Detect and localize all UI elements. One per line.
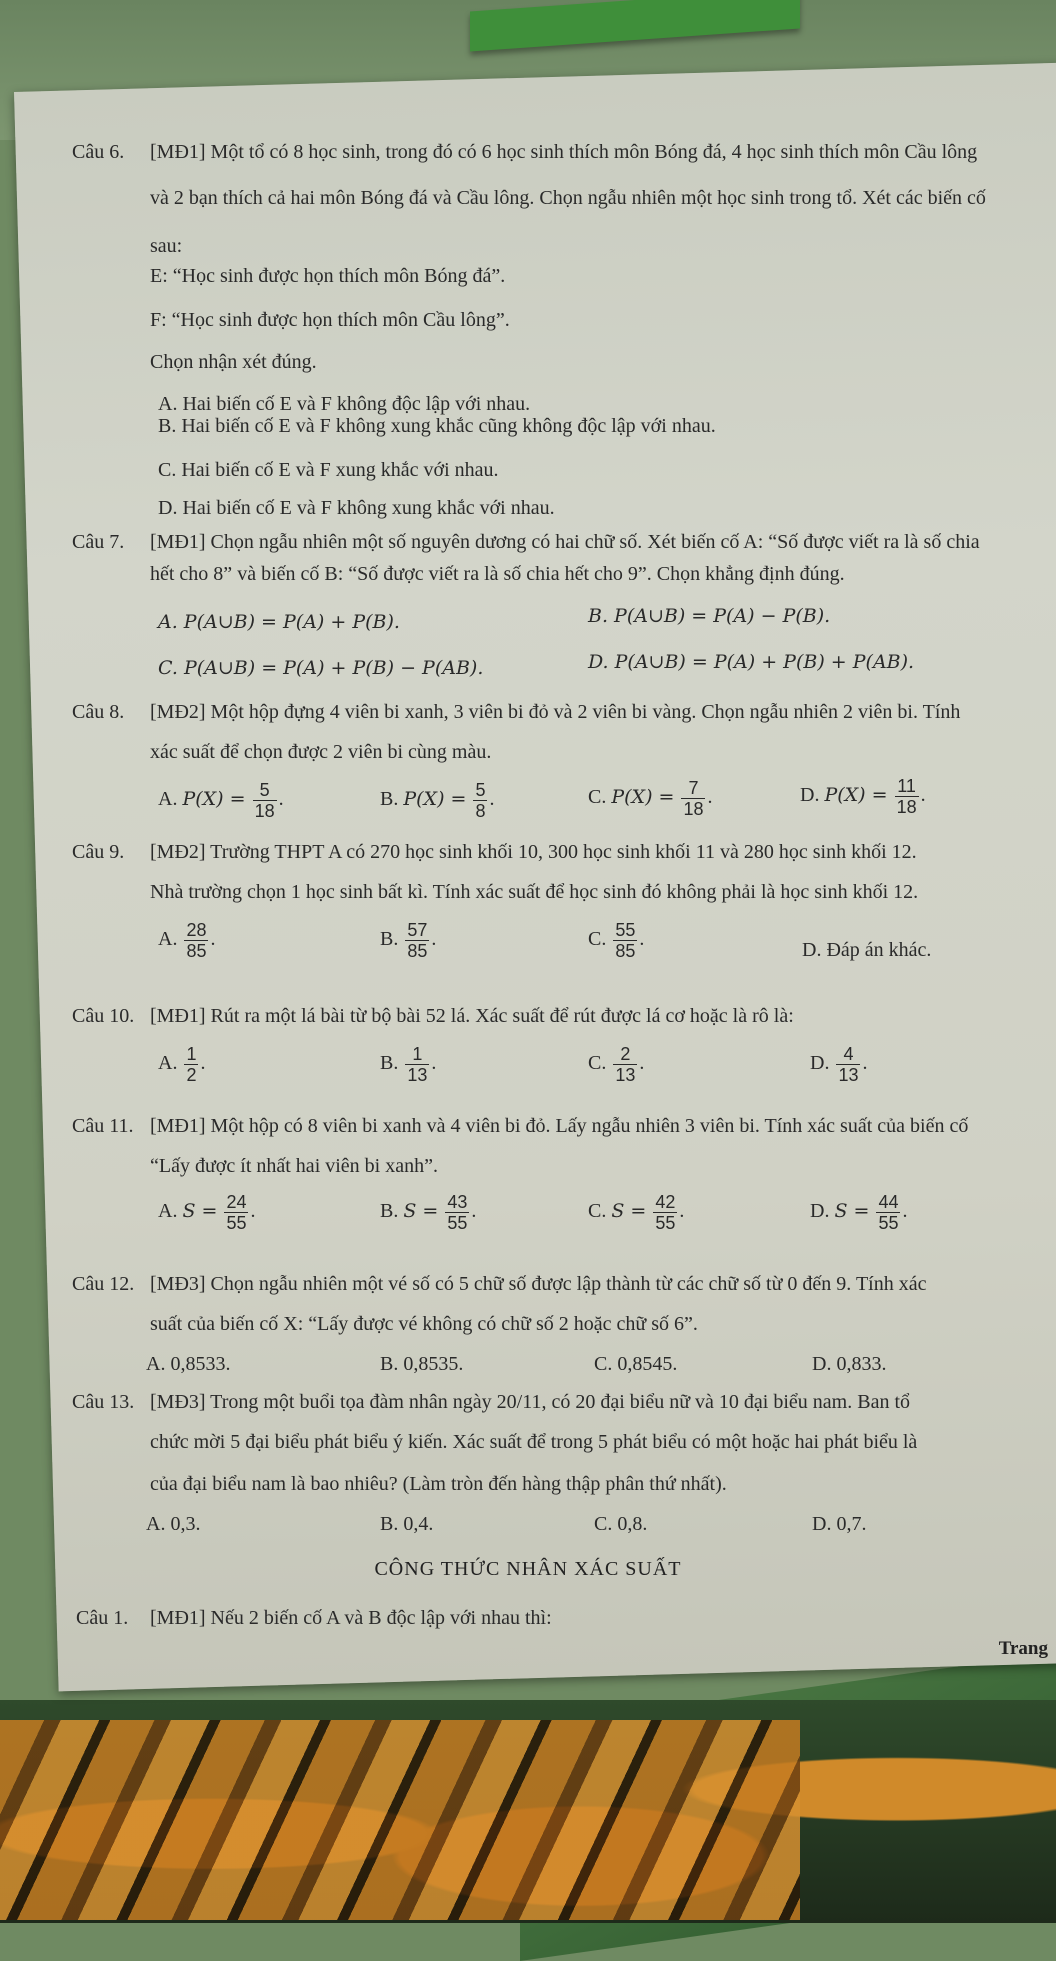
q11-d-fraction (876, 1192, 900, 1233)
q13-option-d: D. 0,7. (812, 1513, 867, 1535)
q9-line1: [MĐ2] Trường THPT A có 270 học sinh khối 10, 300 học sinh khối 11 và 280 học sinh khối 12. (150, 841, 917, 863)
q7-option-b: B. P(A∪B) = P(A) − P(B). (588, 605, 831, 627)
q8-d-fraction (895, 776, 919, 817)
q11-a-num: 24 (226, 1192, 247, 1212)
q11-number: Câu 11. (72, 1115, 134, 1137)
q9-c-fraction (613, 920, 637, 961)
q8-line2: xác suất để chọn được 2 viên bi cùng màu. (150, 741, 492, 763)
q6-line4: E: “Học sinh được họn thích môn Bóng đá”. (150, 265, 506, 287)
q10-option-b: B. $\frac{1}{13}$ . (380, 1044, 437, 1085)
q8-c-den: 18 (683, 799, 704, 819)
q8-line1: [MĐ2] Một hộp đựng 4 viên bi xanh, 3 viên bi đỏ và 2 viên bi vàng. Chọn ngẫu nhiên 2 viên bi. Tính (150, 701, 961, 723)
q10-line1: [MĐ1] Rút ra một lá bài từ bộ bài 52 lá. Xác suất để rút được lá cơ hoặc là rô là: (150, 1005, 794, 1027)
q12-line1: [MĐ3] Chọn ngẫu nhiên một vé số có 5 chữ số được lập thành từ các chữ số từ 0 đến 9. Tính xác (150, 1273, 927, 1295)
q8-b-fraction (473, 780, 487, 821)
q12-option-a: A. 0,8533. (146, 1353, 231, 1375)
q7-line2: hết cho 8” và biến cố B: “Số được viết ra là số chia hết cho 9”. Chọn khẳng định đúng. (150, 563, 845, 585)
q10-b-fraction (405, 1044, 429, 1085)
q7-option-a: A. P(A∪B) = P(A) + P(B). (158, 611, 400, 633)
q11-option-a: A. S = $\frac{24}{55}$ . (158, 1192, 256, 1233)
q10-a-label: A. (158, 1052, 178, 1075)
q9-a-num: 28 (186, 920, 207, 940)
q11-option-d: D. S = $\frac{44}{55}$ . (810, 1192, 908, 1233)
q8-d-expr: P(X) = (824, 784, 888, 807)
q11-d-num: 44 (878, 1192, 899, 1212)
q11-b-fraction (445, 1192, 469, 1233)
q10-c-den: 13 (615, 1065, 636, 1085)
q6-line1: [MĐ1] Một tổ có 8 học sinh, trong đó có 6 học sinh thích môn Bóng đá, 4 học sinh thích môn Cầu lông (150, 141, 978, 163)
q8-b-num: 5 (475, 780, 486, 800)
q6-line6: Chọn nhận xét đúng. (150, 351, 317, 373)
q8-a-fraction (253, 780, 277, 821)
q11-b-expr: S = (403, 1200, 439, 1223)
q13-option-c: C. 0,8. (594, 1513, 648, 1535)
q6-number: Câu 6. (72, 141, 125, 163)
q12-option-b: B. 0,8535. (380, 1353, 464, 1375)
q10-a-num: 1 (186, 1044, 197, 1064)
q10-c-label: C. (588, 1052, 607, 1075)
q10-b-den: 13 (407, 1065, 428, 1085)
q11-b-label: B. (380, 1200, 399, 1223)
q8-d-den: 18 (896, 797, 917, 817)
q9-number: Câu 9. (72, 841, 125, 863)
q10-d-num: 4 (836, 1044, 860, 1065)
q6-option-c: C. Hai biến cố E và F xung khắc với nhau. (158, 459, 499, 481)
q8-b-expr: P(X) = (403, 788, 467, 811)
q8-number: Câu 8. (72, 701, 125, 723)
q11-d-expr: S = (834, 1200, 870, 1223)
q9-b-label: B. (380, 928, 399, 951)
q13-option-b: B. 0,4. (380, 1513, 434, 1535)
q11-c-fraction (653, 1192, 677, 1233)
q8-a-num: 5 (253, 780, 277, 801)
q11-line1: [MĐ1] Một hộp có 8 viên bi xanh và 4 viên bi đỏ. Lấy ngẫu nhiên 3 viên bi. Tính xác suất của biến cố (150, 1115, 969, 1137)
q8-a-label: A. (158, 788, 178, 811)
q8-a-den: 18 (254, 801, 275, 821)
q8-c-label: C. (588, 786, 607, 809)
q9-c-den: 85 (615, 941, 636, 961)
q11-b-den: 55 (447, 1213, 468, 1233)
q13-line1: [MĐ3] Trong một buổi tọa đàm nhân ngày 20/11, có 20 đại biểu nữ và 10 đại biểu nam. Ban tổ (150, 1391, 910, 1413)
q8-b-den: 8 (475, 801, 486, 821)
q11-d-label: D. (810, 1200, 830, 1223)
q9-b-den: 85 (407, 941, 428, 961)
q10-option-a: A. $\frac{1}{2}$ . (158, 1044, 206, 1085)
q11-line2: “Lấy được ít nhất hai viên bi xanh”. (150, 1155, 438, 1177)
q9-a-label: A. (158, 928, 178, 951)
q13-line3: của đại biểu nam là bao nhiêu? (Làm tròn đến hàng thập phân thứ nhất). (150, 1473, 727, 1495)
q8-option-a: A. P(X) = $\frac{5}{18}$ . (158, 780, 284, 821)
q12-option-d: D. 0,833. (812, 1353, 887, 1375)
q7-number: Câu 7. (72, 531, 125, 553)
q11-c-num: 42 (655, 1192, 676, 1212)
page-footer-label: Trang (998, 1638, 1048, 1659)
q9-option-c: C. $\frac{55}{85}$ . (588, 920, 645, 961)
q13-line2: chức mời 5 đại biểu phát biểu ý kiến. Xác suất để trong 5 phát biểu có một hoặc hai phát biểu là (150, 1431, 918, 1453)
q10-option-d: D. $\frac{4}{13}$ . (810, 1044, 868, 1085)
q11-c-den: 55 (655, 1213, 676, 1233)
q8-c-fraction (681, 778, 705, 819)
q9-c-num: 55 (615, 920, 636, 940)
q8-option-d: D. P(X) = $\frac{11}{18}$ . (800, 776, 926, 817)
q7-line1: [MĐ1] Chọn ngẫu nhiên một số nguyên dương có hai chữ số. Xét biến cố A: “Số được viết ra là số chia (150, 531, 980, 553)
q12-number: Câu 12. (72, 1273, 135, 1295)
q12-option-c: C. 0,8545. (594, 1353, 678, 1375)
q8-d-num: 11 (895, 776, 919, 797)
q11-a-expr: S = (182, 1200, 218, 1223)
q10-b-label: B. (380, 1052, 399, 1075)
q10-b-num: 1 (405, 1044, 429, 1065)
q11-b-num: 43 (447, 1192, 468, 1212)
q6-option-a: A. Hai biến cố E và F không độc lập với nhau. (158, 393, 531, 415)
q11-a-den: 55 (226, 1213, 247, 1233)
q11-a-label: A. (158, 1200, 178, 1223)
q12-line2: suất của biến cố X: “Lấy được vé không có chữ số 2 hoặc chữ số 6”. (150, 1313, 698, 1335)
s1-line1: [MĐ1] Nếu 2 biến cố A và B độc lập với nhau thì: (150, 1607, 552, 1629)
q9-option-a: A. $\frac{28}{85}$ . (158, 920, 216, 961)
q10-a-fraction (184, 1044, 198, 1085)
q6-line3: sau: (150, 235, 183, 257)
q6-option-b: B. Hai biến cố E và F không xung khắc cũng không độc lập với nhau. (158, 415, 716, 437)
q9-line2: Nhà trường chọn 1 học sinh bất kì. Tính xác suất để học sinh đó không phải là học sinh khối 12. (150, 881, 919, 903)
q13-option-a: A. 0,3. (146, 1513, 201, 1535)
q13-number: Câu 13. (72, 1391, 135, 1413)
s1-number: Câu 1. (76, 1607, 129, 1629)
q11-option-c: C. S = $\frac{42}{55}$ . (588, 1192, 685, 1233)
q7-option-c: C. P(A∪B) = P(A) + P(B) − P(AB). (158, 657, 484, 679)
q8-option-c: C. P(X) = $\frac{7}{18}$ . (588, 778, 713, 819)
q8-c-expr: P(X) = (611, 786, 675, 809)
q10-d-den: 13 (838, 1065, 859, 1085)
q10-d-label: D. (810, 1052, 830, 1075)
q11-option-b: B. S = $\frac{43}{55}$ . (380, 1192, 477, 1233)
q6-option-d: D. Hai biến cố E và F không xung khắc với nhau. (158, 497, 555, 519)
q8-c-num: 7 (681, 778, 705, 799)
q8-a-expr: P(X) = (182, 788, 246, 811)
q9-option-d: D. Đáp án khác. (802, 939, 932, 961)
q8-d-label: D. (800, 784, 820, 807)
q9-c-label: C. (588, 928, 607, 951)
q11-a-fraction (224, 1192, 248, 1233)
q9-b-num: 57 (407, 920, 428, 940)
q10-option-c: C. $\frac{2}{13}$ . (588, 1044, 645, 1085)
q9-option-b: B. $\frac{57}{85}$ . (380, 920, 437, 961)
q10-number: Câu 10. (72, 1005, 135, 1027)
q8-option-b: B. P(X) = $\frac{5}{8}$ . (380, 780, 495, 821)
q10-c-num: 2 (613, 1044, 637, 1065)
section-title: CÔNG THỨC NHÂN XÁC SUẤT (374, 1558, 682, 1580)
q6-line2: và 2 bạn thích cả hai môn Bóng đá và Cầu lông. Chọn ngẫu nhiên một học sinh trong tổ. Xét các biến cố (150, 187, 986, 209)
q11-c-expr: S = (611, 1200, 647, 1223)
q8-b-label: B. (380, 788, 399, 811)
q7-option-d: D. P(A∪B) = P(A) + P(B) + P(AB). (588, 651, 915, 673)
q10-a-den: 2 (186, 1065, 197, 1085)
q11-d-den: 55 (878, 1213, 899, 1233)
q9-a-fraction (184, 920, 208, 961)
q9-b-fraction (405, 920, 429, 961)
q6-line5: F: “Học sinh được họn thích môn Cầu lông”. (150, 309, 510, 331)
q10-d-fraction (836, 1044, 860, 1085)
q9-a-den: 85 (186, 941, 207, 961)
q10-c-fraction (613, 1044, 637, 1085)
q11-c-label: C. (588, 1200, 607, 1223)
